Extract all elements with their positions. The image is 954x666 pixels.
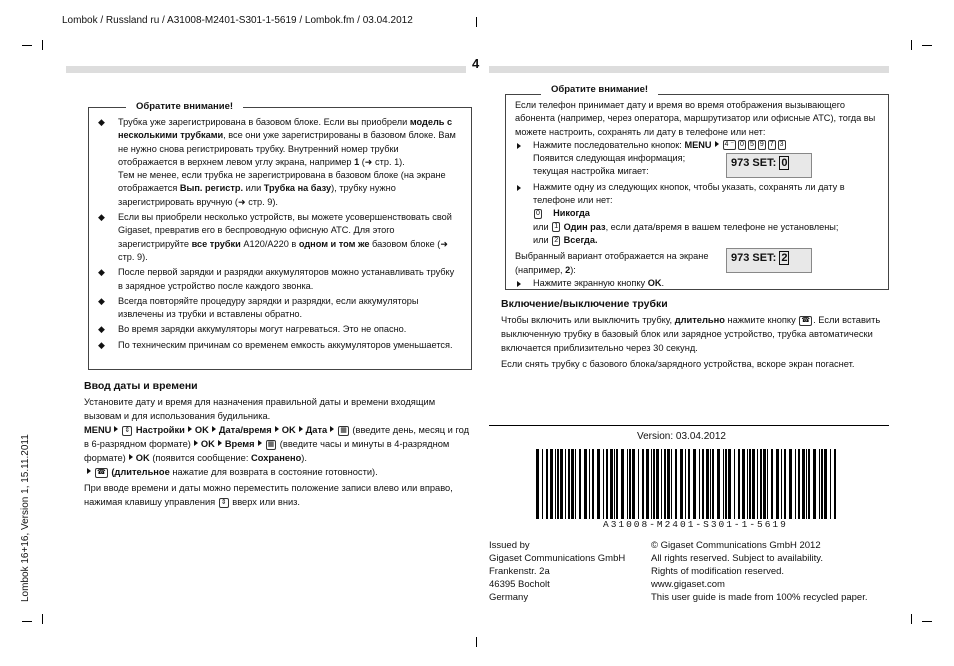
nav-key-icon: ⇕ [124, 426, 131, 434]
side-version: Lombok 16+16, Version 1, 15.11.2011 [20, 434, 31, 602]
list-item: ◆ Если вы приобрели несколько устройств, вы можете усовершенствовать свой Gigaset, превратив его в беспроводную офисную АТС. Для этого зарегистрируйте все трубки A120/A220 в одном и том же базовом блоке (➜ стр. 9). [98, 211, 460, 264]
keypad-icon: ▦ [267, 440, 275, 448]
issued-by: Issued by Gigaset Communications GmbH Frankenstr. 2a 46395 Bocholt Germany [489, 540, 626, 603]
list-item: ◆ Во время зарядки аккумуляторы могут нагреваться. Это не опасно. [98, 323, 460, 336]
page-number: 4 [472, 56, 480, 71]
header-band-left [66, 66, 466, 73]
header-line: Lombok / Russland ru / A31008-M2401-S301-1-5619 / Lombok.fm / 03.04.2012 [62, 15, 413, 26]
notice-box-right: Если телефон принимает дату и время во время отображения вызывающего абонента (например, через оператора, маршрутизатор или офисные АТС), тогда вы можете настроить, сохранять ли дату в телефоне или нет: Нажмите последовательно кнопок: MENU 4 ⁻ 0 5 9 7 3 Появится следующая информация; текущая настройка мигает: Нажмите одну из следующих кнопок, чтобы указать, сохранять ли дату в телефоне или нет: 0 Никогда или 1 Один раз, если дата/время в вашем телефоне не установлены; или 2 Всегда. Выбранный вариант отображается на экране (например, 2): Нажмите экранную кнопку OK. 973 SET: 0 973 SET: 2 [505, 94, 889, 290]
end-call-icon: ☎ [801, 316, 811, 324]
date-section-title: Ввод даты и времени [84, 380, 198, 392]
lcd-display: 973 SET: 0 [726, 153, 812, 178]
list-item: ◆ По техническим причинам со временем емкость аккумуляторов уменьшается. [98, 339, 460, 352]
notice-title-left: Обратите внимание! [126, 101, 243, 112]
end-call-icon: ☎ [97, 468, 106, 476]
list-item: ◆ Трубка уже зарегистрирована в базовом блоке. Если вы приобрели модель с несколькими трубками, все они уже зарегистрированы в базовом блоке. Вам не нужно снова регистрировать трубку. Внутренний номер трубки отображается в верхнем левом углу экрана, например 1 (➜ стр. 1). Тем не менее, если трубка не зарегистрирована в базовом блоке (на экране отображается Вып. регистр. или Трубка на базу), трубку нужно зарегистрировать вручную (➜ стр. 9). [98, 116, 460, 209]
list-item: ◆ Всегда повторяйте процедуру зарядки и разрядки, если аккумуляторы извлечены из трубки и вставлены обратно. [98, 295, 460, 322]
crop-mark [476, 17, 477, 27]
barcode-text: A31008-M2401-S301-1-5619 [603, 519, 788, 530]
version-label: Version: 03.04.2012 [637, 431, 726, 442]
crop-mark [922, 45, 932, 46]
crop-mark [42, 40, 43, 50]
crop-mark [911, 614, 912, 624]
divider [489, 425, 889, 426]
list-item: ◆ После первой зарядки и разрядки аккумуляторов можно устанавливать трубку в зарядное устройство после каждого звонка. [98, 266, 460, 293]
power-section-title: Включение/выключение трубки [501, 298, 668, 310]
crop-mark [42, 614, 43, 624]
date-section-body: Установите дату и время для назначения правильной даты и времени входящим вызовам и для использования будильника. MENU ⇕ Настройки OK Дата/время OK Дата ▦ (введите день, месяц и год в 6-разрядном формате) OK Время ▦ (введите часы и минуты в 4-разрядном формате) OK (появится сообщение: Сохранено). ☎ (длительное нажатие для возврата в состояние готовности). При вводе времени и даты можно переместить положение записи влево или вправо, нажимая клавишу управления ⇕ вверх или вниз. [84, 397, 470, 507]
header-band-right [489, 66, 889, 73]
nav-key-icon: ⇕ [220, 498, 227, 506]
notice-box-left [88, 107, 472, 370]
notice-title-right: Обратите внимание! [541, 84, 658, 95]
lcd-display: 973 SET: 2 [726, 248, 812, 273]
crop-mark [922, 621, 932, 622]
copyright: © Gigaset Communications GmbH 2012 All rights reserved. Subject to availability. Rights of modification reserved. www.gigaset.com This user guide is made from 100% recycled paper. [651, 540, 868, 603]
keypad-icon: ▦ [340, 426, 347, 434]
crop-mark [22, 45, 32, 46]
crop-mark [22, 621, 32, 622]
crop-mark [911, 40, 912, 50]
power-section-body: Чтобы включить или выключить трубку, длительно нажмите кнопку ☎ . Если вставить выключенную трубку в базовый блок или зарядное устройство, трубка автоматически включается приблизительно через 30 секунд. Если снять трубку с базового блока/зарядного устройства, вскоре экран погаснет. [501, 315, 881, 369]
crop-mark [476, 637, 477, 647]
barcode [536, 449, 840, 519]
